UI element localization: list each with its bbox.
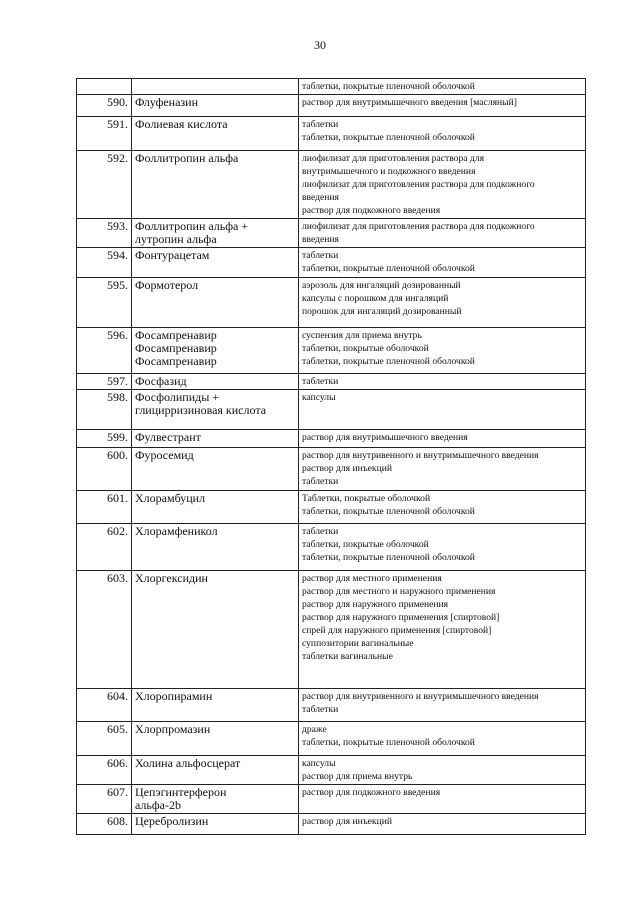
dosage-form-line: Таблетки, покрытые оболочкой <box>302 493 431 504</box>
dosage-forms-cell <box>299 722 586 756</box>
drug-name-line: Фонтурацетам <box>135 248 210 262</box>
drug-name-cell <box>132 374 299 390</box>
dosage-form-line: таблетки, покрытые пленочной оболочкой <box>302 81 475 92</box>
drug-name-cell <box>132 430 299 448</box>
drug-name-line: Церебролизин <box>135 814 209 828</box>
dosage-form-line: таблетки <box>302 476 339 487</box>
dosage-form-line: суппозитории вагинальные <box>302 638 414 649</box>
row-number: 590. <box>77 95 132 117</box>
drug-name-line: Фосфазид <box>135 374 187 388</box>
row-number: 608. <box>77 814 132 835</box>
table-row <box>77 278 586 328</box>
dosage-forms-cell <box>299 814 586 835</box>
drug-name-cell <box>132 151 299 219</box>
dosage-forms-cell <box>299 491 586 524</box>
dosage-forms-cell <box>299 430 586 448</box>
dosage-form-line: порошок для ингаляций дозированный <box>302 306 462 317</box>
drug-name-line: Фосампренавир <box>135 354 217 368</box>
dosage-form-line: таблетки, покрытые пленочной оболочкой <box>302 263 475 274</box>
drug-name-line: Холина альфосцерат <box>135 756 241 770</box>
table-row <box>77 430 586 448</box>
drug-name-line: Хлоропирамин <box>135 689 213 703</box>
dosage-form-line: таблетки, покрытые пленочной оболочкой <box>302 737 475 748</box>
dosage-form-line: раствор для местного и наружного применения <box>302 586 496 597</box>
dosage-forms-cell <box>299 756 586 785</box>
drug-name-cell <box>132 785 299 814</box>
dosage-form-line: капсулы <box>302 392 336 403</box>
dosage-forms-cell <box>299 278 586 328</box>
drug-name-cell <box>132 689 299 722</box>
table-row <box>77 814 586 835</box>
drug-name-line: Хлоргексидин <box>135 571 208 585</box>
page-number: 30 <box>314 38 326 52</box>
drug-name-line: Формотерол <box>135 278 199 292</box>
row-number: 597. <box>77 374 132 390</box>
drug-name-line: Хлорамбуцил <box>135 491 206 505</box>
row-number: 593. <box>77 219 132 248</box>
table-row <box>77 328 586 374</box>
drug-name-line: Цепэгинтерферон <box>135 785 227 799</box>
table-row <box>77 785 586 814</box>
drug-name-line: Фосампренавир <box>135 341 217 355</box>
drug-name-cell <box>132 722 299 756</box>
table-row <box>77 151 586 219</box>
dosage-form-line: таблетки, покрытые пленочной оболочкой <box>302 356 475 367</box>
dosage-form-line: таблетки, покрытые пленочной оболочкой <box>302 132 475 143</box>
dosage-form-line: раствор для внутривенного и внутримышечного введения <box>302 691 539 702</box>
dosage-form-line: раствор для подкожного введения <box>302 205 441 216</box>
dosage-forms-cell <box>299 248 586 278</box>
row-number: 602. <box>77 524 132 571</box>
drug-name-cell <box>132 390 299 430</box>
drug-name-line: альфа-2b <box>135 798 181 812</box>
dosage-form-line: таблетки <box>302 526 339 537</box>
dosage-form-line: раствор для наружного применения [спиртовой] <box>302 612 500 623</box>
row-number: 606. <box>77 756 132 785</box>
table-row <box>77 95 586 117</box>
dosage-forms-cell <box>299 448 586 491</box>
table-row <box>77 524 586 571</box>
dosage-forms-cell <box>299 219 586 248</box>
row-number: 601. <box>77 491 132 524</box>
row-number: 599. <box>77 430 132 448</box>
row-number: 596. <box>77 328 132 374</box>
drug-name-cell <box>132 524 299 571</box>
dosage-form-line: таблетки <box>302 704 339 715</box>
row-number <box>77 79 132 95</box>
dosage-forms-cell <box>299 524 586 571</box>
drug-name-cell <box>132 278 299 328</box>
table-row <box>77 491 586 524</box>
dosage-form-line: лиофилизат для приготовления раствора для подкожного <box>302 221 535 232</box>
dosage-forms-cell <box>299 151 586 219</box>
dosage-forms-cell <box>299 390 586 430</box>
dosage-form-line: таблетки <box>302 119 339 130</box>
dosage-form-line: раствор для инъекций <box>302 816 392 827</box>
table-row <box>77 390 586 430</box>
row-number: 598. <box>77 390 132 430</box>
dosage-forms-cell <box>299 374 586 390</box>
row-number: 605. <box>77 722 132 756</box>
table-row <box>77 79 586 95</box>
drug-name-cell <box>132 79 299 95</box>
row-number: 594. <box>77 248 132 278</box>
drug-table-body <box>77 79 586 835</box>
dosage-form-line: таблетки, покрытые пленочной оболочкой <box>302 552 475 563</box>
dosage-form-line: раствор для местного применения <box>302 573 442 584</box>
dosage-form-line: драже <box>302 724 327 735</box>
table-row <box>77 722 586 756</box>
table-row <box>77 248 586 278</box>
dosage-form-line: раствор для инъекций <box>302 463 392 474</box>
table-row <box>77 689 586 722</box>
dosage-form-line: таблетки вагинальные <box>302 651 393 662</box>
dosage-forms-cell <box>299 328 586 374</box>
drug-name-line: Фоллитропин альфа <box>135 151 239 165</box>
row-number: 603. <box>77 571 132 689</box>
dosage-form-line: спрей для наружного применения [спиртовой] <box>302 625 492 636</box>
dosage-form-line: таблетки, покрытые пленочной оболочкой <box>302 506 475 517</box>
dosage-forms-cell <box>299 117 586 151</box>
dosage-form-line: введения <box>302 234 339 245</box>
drug-name-cell <box>132 814 299 835</box>
drug-name-cell <box>132 491 299 524</box>
table-row <box>77 448 586 491</box>
drug-name-cell <box>132 95 299 117</box>
dosage-form-line: раствор для внутривенного и внутримышечного введения <box>302 450 539 461</box>
drug-name-cell <box>132 756 299 785</box>
dosage-form-line: таблетки, покрытые оболочкой <box>302 343 429 354</box>
row-number: 595. <box>77 278 132 328</box>
table-row <box>77 756 586 785</box>
dosage-form-line: лиофилизат для приготовления раствора для <box>302 153 484 164</box>
row-number: 604. <box>77 689 132 722</box>
dosage-form-line: лиофилизат для приготовления раствора для подкожного <box>302 179 535 190</box>
table-row <box>77 571 586 689</box>
drug-name-line: глицирризиновая кислота <box>135 403 267 417</box>
table-row <box>77 374 586 390</box>
drug-name-cell <box>132 448 299 491</box>
dosage-form-line: раствор для внутримышечного введения <box>302 432 468 443</box>
row-number: 600. <box>77 448 132 491</box>
drug-name-cell <box>132 571 299 689</box>
dosage-form-line: введения <box>302 192 339 203</box>
drug-table <box>76 78 586 835</box>
dosage-forms-cell <box>299 95 586 117</box>
dosage-form-line: таблетки <box>302 250 339 261</box>
drug-name-line: Флуфеназин <box>135 95 199 109</box>
dosage-form-line: капсулы с порошком для ингаляций <box>302 293 449 304</box>
drug-name-line: Фуросемид <box>135 448 194 462</box>
dosage-form-line: капсулы <box>302 758 336 769</box>
drug-name-line: Фулвестрант <box>135 430 201 444</box>
dosage-form-line: раствор для подкожного введения <box>302 787 441 798</box>
drug-name-cell <box>132 248 299 278</box>
dosage-forms-cell <box>299 79 586 95</box>
row-number: 607. <box>77 785 132 814</box>
dosage-form-line: раствор для внутримышечного введения [масляный] <box>302 97 517 108</box>
drug-name-line: Хлорамфеникол <box>135 524 218 538</box>
dosage-forms-cell <box>299 689 586 722</box>
dosage-form-line: внутримышечного и подкожного введения <box>302 166 476 177</box>
dosage-form-line: раствор для приема внутрь <box>302 771 413 782</box>
table-row <box>77 219 586 248</box>
table-row <box>77 117 586 151</box>
drug-name-cell <box>132 328 299 374</box>
row-number: 592. <box>77 151 132 219</box>
drug-name-line: Фоллитропин альфа + <box>135 219 249 233</box>
dosage-form-line: аэрозоль для ингаляций дозированный <box>302 280 461 291</box>
drug-name-line: лутропин альфа <box>135 232 217 246</box>
dosage-form-line: суспензия для приема внутрь <box>302 330 422 341</box>
drug-name-line: Фолиевая кислота <box>135 117 228 131</box>
drug-name-line: Фосампренавир <box>135 328 217 342</box>
drug-name-cell <box>132 219 299 248</box>
row-number: 591. <box>77 117 132 151</box>
dosage-forms-cell <box>299 785 586 814</box>
dosage-form-line: раствор для наружного применения <box>302 599 449 610</box>
dosage-forms-cell <box>299 571 586 689</box>
dosage-form-line: таблетки, покрытые оболочкой <box>302 539 429 550</box>
drug-name-line: Хлорпромазин <box>135 722 211 736</box>
dosage-form-line: таблетки <box>302 376 339 387</box>
drug-name-cell <box>132 117 299 151</box>
drug-name-line: Фосфолипиды + <box>135 390 220 404</box>
